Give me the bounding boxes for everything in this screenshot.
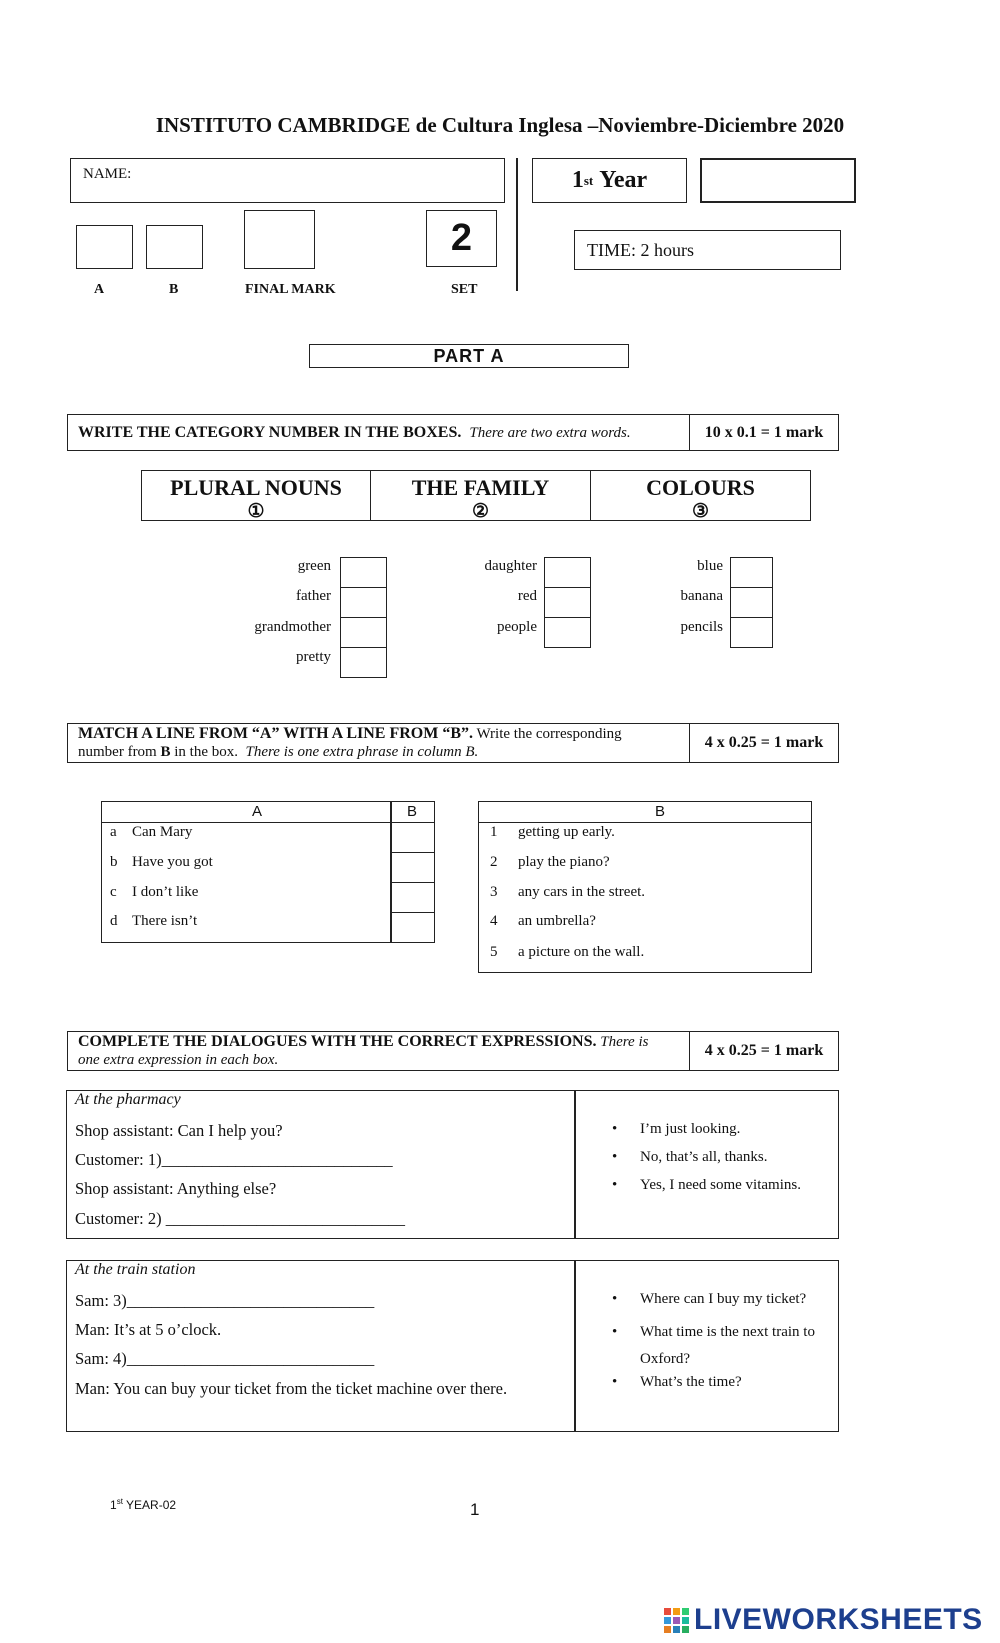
match-answer-box[interactable] — [390, 822, 435, 853]
liveworksheets-logo[interactable]: LIVEWORKSHEETS — [694, 1603, 983, 1636]
dialog-answer-line[interactable]: Sam: 4)______________________________ — [75, 1349, 375, 1368]
b-score-box[interactable] — [146, 225, 203, 269]
footer-code-sup: st — [116, 1497, 123, 1506]
set-box — [426, 210, 497, 267]
section2-instruction-rest: Write the corresponding — [473, 726, 622, 742]
table-b-header-row — [479, 802, 811, 823]
category-answer-box[interactable] — [544, 557, 591, 588]
table-b-number: 1 — [490, 824, 498, 840]
page-number: 1 — [470, 1500, 480, 1519]
match-answer-box[interactable] — [390, 882, 435, 913]
footer-code-prefix: 1 — [110, 1498, 117, 1512]
table-a-text: Have you got — [132, 854, 213, 870]
word-label: blue — [697, 558, 723, 574]
category-answer-box[interactable] — [544, 617, 591, 648]
dialog-option: • What’s the time? — [640, 1374, 742, 1391]
part-a-title — [309, 344, 629, 368]
category-answer-box[interactable] — [544, 587, 591, 618]
table-b-text: getting up early. — [518, 824, 615, 840]
footer-code — [110, 1497, 176, 1512]
a-label: A — [94, 282, 105, 297]
category-table — [141, 470, 811, 521]
category-number: ② — [471, 501, 490, 522]
dialog-answer-line[interactable]: Customer: 1)____________________________ — [75, 1150, 393, 1169]
category-number: ③ — [691, 501, 710, 522]
section3-instruction-italic2: one extra expression in each box. — [78, 1052, 279, 1068]
word-label: banana — [680, 588, 723, 604]
section2-instruction-bar — [67, 723, 839, 763]
category-answer-box[interactable] — [340, 647, 387, 678]
section2-instruction-line2b: B — [160, 744, 171, 760]
name-label: NAME: — [83, 166, 132, 182]
table-a-text: I don’t like — [132, 884, 199, 900]
section1-instruction-italic: There are two extra words. — [469, 424, 631, 441]
category-name: COLOURS — [646, 475, 755, 500]
set-value: 2 — [450, 217, 473, 259]
word-label: grandmother — [254, 619, 331, 635]
category-colours — [591, 471, 810, 520]
section1-instruction-bold: WRITE THE CATEGORY NUMBER IN THE BOXES. — [78, 423, 462, 441]
dialog-option: • Where can I buy my ticket? — [640, 1291, 806, 1308]
section3-instruction-bar — [67, 1031, 839, 1071]
dialog-divider — [574, 1261, 576, 1431]
year-box — [532, 158, 687, 203]
dialog-line: Man: You can buy your ticket from the ticket machine over there. — [75, 1379, 508, 1398]
time-label: TIME: 2 hours — [587, 239, 694, 260]
year-label: Year — [599, 167, 648, 193]
dialog-answer-line[interactable]: Sam: 3)______________________________ — [75, 1291, 375, 1310]
table-b-number: 3 — [490, 884, 498, 900]
category-plural-nouns — [142, 471, 371, 520]
section3-mark: 4 x 0.25 = 1 mark — [689, 1032, 838, 1070]
dialog-option: • No, that’s all, thanks. — [640, 1149, 768, 1166]
category-answer-box[interactable] — [340, 587, 387, 618]
time-box — [574, 230, 841, 270]
table-a-letter: c — [110, 884, 117, 900]
section2-instruction-bold: MATCH A LINE FROM “A” WITH A LINE FROM “B”. — [78, 725, 473, 742]
category-the-family — [371, 471, 591, 520]
match-answer-box[interactable] — [390, 912, 435, 943]
table-b-number: 5 — [490, 944, 498, 960]
table-b-text: an umbrella? — [518, 913, 596, 929]
match-answer-box[interactable] — [390, 852, 435, 883]
final-mark-label: FINAL MARK — [245, 282, 336, 297]
section3-instruction-bold: COMPLETE THE DIALOGUES WITH THE CORRECT EXPRESSIONS. — [78, 1033, 597, 1050]
dialog-line: Shop assistant: Anything else? — [75, 1179, 277, 1198]
section2-mark: 4 x 0.25 = 1 mark — [689, 724, 838, 762]
footer-code-rest: YEAR-02 — [122, 1498, 177, 1512]
year-blank-box[interactable] — [700, 158, 856, 203]
category-answer-box[interactable] — [340, 617, 387, 648]
section1-mark: 10 x 0.1 = 1 mark — [689, 415, 838, 450]
header-divider — [516, 158, 518, 291]
dialog-option: • What time is the next train to Oxford? — [640, 1319, 830, 1373]
dialog-divider — [574, 1091, 576, 1238]
word-label: red — [517, 588, 537, 604]
table-b-text: play the piano? — [518, 854, 610, 870]
table-b-text: a picture on the wall. — [518, 944, 645, 960]
section1-instruction — [68, 424, 689, 442]
dialog-line: Shop assistant: Can I help you? — [75, 1121, 283, 1140]
table-a-box-header: B — [407, 803, 418, 820]
set-label: SET — [451, 282, 478, 297]
category-name: THE FAMILY — [411, 475, 550, 500]
table-b-header: B — [655, 803, 666, 820]
table-b-number: 2 — [490, 854, 498, 870]
name-field[interactable] — [70, 158, 505, 203]
section2-instruction-line2a: number from — [78, 744, 161, 760]
table-a-text: There isn’t — [132, 913, 198, 929]
year-number: 1 — [571, 167, 584, 193]
word-label: daughter — [484, 558, 537, 574]
category-answer-box[interactable] — [730, 617, 773, 648]
table-a-text: Can Mary — [132, 824, 193, 840]
dialog-title: At the pharmacy — [75, 1091, 181, 1108]
dialog-option: • Yes, I need some vitamins. — [640, 1177, 801, 1194]
word-label: green — [297, 558, 331, 574]
document-title: INSTITUTO CAMBRIDGE de Cultura Inglesa –Noviembre-Diciembre 2020 — [155, 113, 845, 137]
section3-instruction-italic1: There is — [600, 1034, 649, 1050]
table-a-letter: a — [110, 824, 117, 840]
dialog-option: • I’m just looking. — [640, 1121, 740, 1138]
table-b-number: 4 — [490, 913, 498, 929]
dialog-title: At the train station — [75, 1261, 196, 1278]
word-label: people — [497, 619, 537, 635]
category-name: PLURAL NOUNS — [170, 475, 342, 500]
dialog-answer-line[interactable]: Customer: 2) _____________________________ — [75, 1209, 405, 1228]
category-answer-box[interactable] — [340, 557, 387, 588]
word-label: father — [296, 588, 331, 604]
section1-instruction-bar — [67, 414, 839, 451]
b-label: B — [169, 282, 179, 297]
category-answer-box[interactable] — [730, 587, 773, 618]
final-mark-box[interactable] — [244, 210, 315, 269]
dialog-line: Man: It’s at 5 o’clock. — [75, 1320, 222, 1339]
part-a-label: PART A — [433, 345, 505, 366]
year-suffix: st — [583, 172, 594, 188]
word-label: pencils — [680, 619, 723, 635]
category-number: ① — [247, 501, 265, 522]
table-a-letter: b — [110, 854, 118, 870]
table-a-letter: d — [110, 913, 118, 929]
word-label: pretty — [296, 649, 331, 665]
table-b-text: any cars in the street. — [518, 884, 646, 900]
section2-instruction — [68, 725, 689, 761]
liveworksheets-logo-icon — [664, 1608, 690, 1634]
a-score-box[interactable] — [76, 225, 133, 269]
table-a-header: A — [252, 803, 263, 820]
section2-instruction-italic: There is one extra phrase in column B. — [245, 744, 479, 760]
category-answer-box[interactable] — [730, 557, 773, 588]
table-a-header-row — [102, 802, 434, 823]
section2-instruction-line2c: in the box. — [170, 744, 246, 760]
section3-instruction — [68, 1033, 689, 1069]
